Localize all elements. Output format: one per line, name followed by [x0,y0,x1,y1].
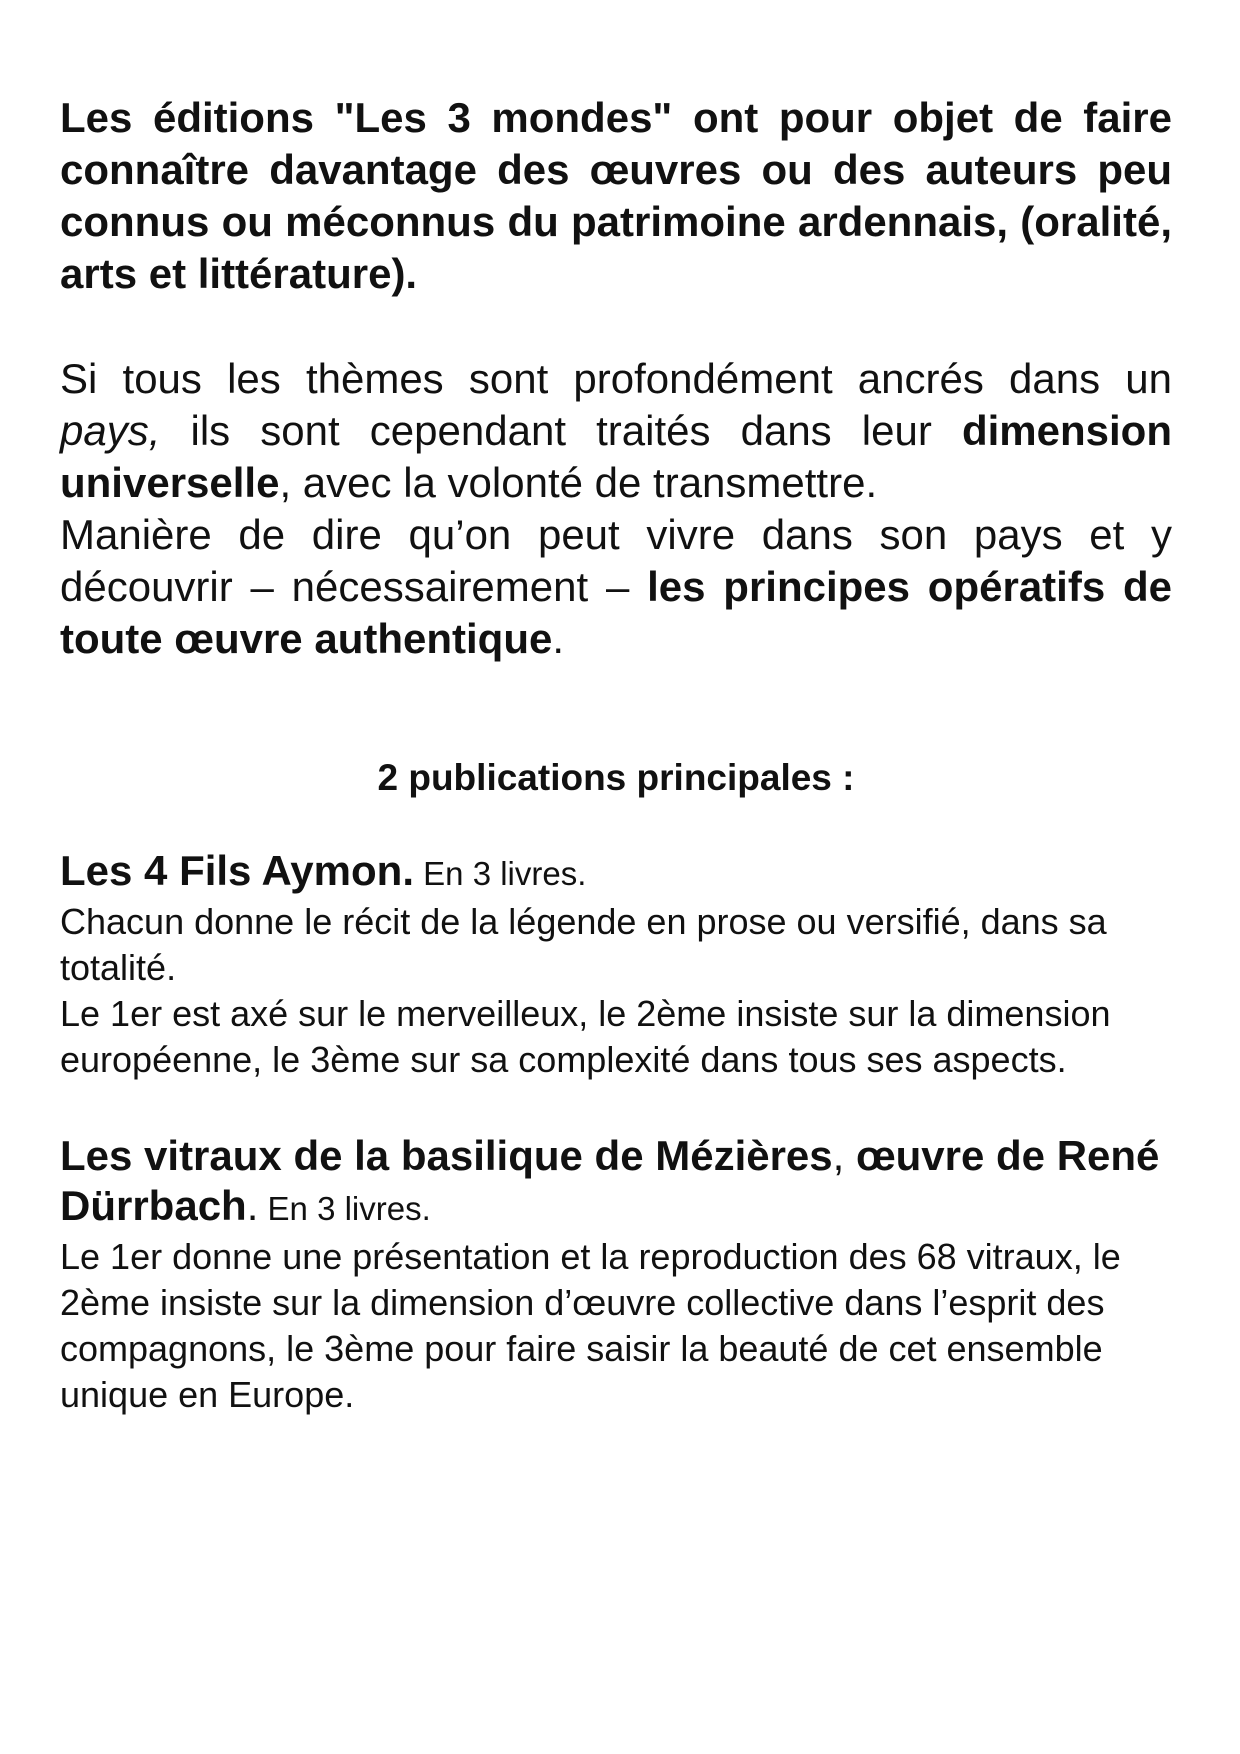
themes-paragraph [60,353,1172,509]
publication-description: Le 1er est axé sur le merveilleux, le 2ème insiste sur la dimension européenne, le 3ème sur sa complexité dans tous ses aspects. [60,993,1111,1080]
publication-title-separator: , [832,1132,856,1179]
publication-title-line [60,1131,1172,1234]
themes-text-1: Si tous les thèmes sont profondément ancrés dans un [60,355,1172,402]
publications-heading: 2 publications principales : [377,757,855,798]
intro-paragraph: Les éditions "Les 3 mondes" ont pour objet de faire connaître davantage des œuvres ou des auteurs peu connus ou méconnus du patrimoine ardennais, (oralité, arts et littérature). [60,94,1172,297]
publication-title-author: œuvre de René Dürrbach [60,1132,1160,1229]
publication-title-line [60,846,1172,899]
themes-pays: pays, [60,407,161,454]
publication-item [60,1131,1172,1418]
publication-item [60,846,1172,1083]
themes-text-2: ils sont cependant traités dans leur [160,407,962,454]
manner-paragraph [60,509,1172,665]
themes-dimension-universelle: dimension universelle [60,407,1172,506]
publication-description: Chacun donne le récit de la légende en prose ou versifié, dans sa totalité. [60,901,1107,988]
themes-text-3: , avec la volonté de transmettre. [279,459,878,506]
publication-description: Le 1er donne une présentation et la reproduction des 68 vitraux, le 2ème insiste sur la dimension d’œuvre collective dans l’esprit des compagnons, le 3ème pour faire saisir la beauté de cet ensemble unique en Europe. [60,1236,1121,1415]
publication-title: Les 4 Fils Aymon. [60,847,414,894]
manner-text-1: Manière de dire qu’on peut vivre dans son pays et y découvrir – nécessairement – [60,511,1172,610]
publication-title: Les vitraux de la basilique de Mézières [60,1132,833,1179]
publication-title-suffix: . [246,1182,259,1229]
publication-note: En 3 livres. [258,1190,431,1227]
manner-principes: les principes opératifs de toute œuvre authentique [60,563,1172,662]
publication-note: En 3 livres. [414,855,587,892]
manner-text-2: . [552,615,565,662]
document-content [60,92,1172,1418]
